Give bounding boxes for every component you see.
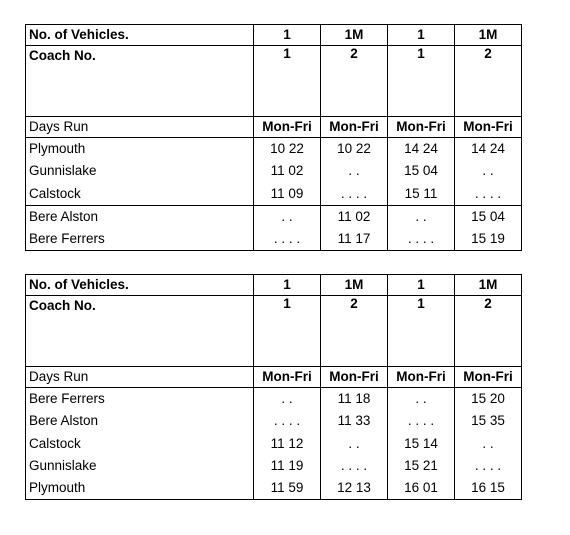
time-cell: . . . . — [474, 457, 502, 473]
time-column — [388, 138, 455, 206]
time-column — [455, 138, 522, 206]
time-column — [254, 138, 321, 206]
time-cell: 15 14 — [404, 435, 438, 451]
time-cell: 16 01 — [404, 480, 438, 496]
time-cell: 11 02 — [337, 208, 371, 224]
vehicles-cell: 1M — [321, 25, 388, 46]
time-cell: . . — [415, 391, 427, 406]
time-cell: 14 24 — [404, 141, 438, 156]
time-cell: 10 22 — [270, 141, 304, 156]
stop-group-row — [26, 388, 522, 500]
days-cell: Mon-Fri — [321, 117, 388, 138]
time-cell: . . — [281, 391, 293, 406]
time-column — [455, 388, 522, 500]
time-column — [388, 205, 455, 251]
stop-names — [26, 388, 254, 500]
time-column — [455, 205, 522, 251]
time-cell: 11 09 — [270, 185, 304, 201]
stop-names — [26, 138, 254, 206]
time-cell: 11 33 — [337, 413, 371, 429]
stop-name: Bere Alston — [29, 208, 99, 224]
coach-cell: 1 — [254, 46, 321, 117]
coach-cell: 2 — [321, 296, 388, 367]
coach-cell: 2 — [455, 296, 522, 367]
vehicles-cell: 1M — [455, 275, 522, 296]
stop-group-row — [26, 205, 522, 251]
time-column — [388, 388, 455, 500]
stop-name: Calstock — [29, 185, 81, 201]
stop-name: Plymouth — [29, 141, 86, 156]
time-cell: 14 24 — [471, 141, 505, 156]
time-column — [254, 205, 321, 251]
stop-names — [26, 205, 254, 251]
stop-group-row — [26, 138, 522, 206]
time-cell: . . . . — [273, 231, 301, 247]
time-cell: 10 22 — [337, 141, 371, 156]
time-column — [321, 138, 388, 206]
time-column — [321, 205, 388, 251]
time-cell: 12 13 — [337, 480, 371, 496]
stop-name: Bere Alston — [29, 413, 99, 429]
time-cell: 15 04 — [471, 208, 505, 224]
timetable-outbound — [25, 24, 522, 251]
time-cell: 11 18 — [337, 391, 371, 406]
time-cell: . . — [281, 208, 293, 224]
coach-row — [26, 46, 522, 117]
time-cell: . . — [482, 435, 494, 451]
days-cell: Mon-Fri — [321, 367, 388, 388]
time-cell: 16 15 — [471, 480, 505, 496]
days-row — [26, 367, 522, 388]
days-cell: Mon-Fri — [388, 367, 455, 388]
time-cell: . . — [348, 435, 360, 451]
time-column — [254, 388, 321, 500]
time-cell: . . . . — [340, 185, 368, 201]
stop-name: Calstock — [29, 435, 81, 451]
time-cell: . . . . — [273, 413, 301, 429]
time-cell: . . — [482, 163, 494, 179]
time-cell: 11 02 — [270, 163, 304, 179]
days-row — [26, 117, 522, 138]
vehicles-cell: 1 — [254, 25, 321, 46]
vehicles-cell: 1M — [455, 25, 522, 46]
vehicles-cell: 1 — [388, 275, 455, 296]
stop-name: Bere Ferrers — [29, 231, 105, 247]
vehicles-cell: 1 — [388, 25, 455, 46]
coach-label: Coach No. — [26, 296, 254, 367]
coach-cell: 1 — [388, 296, 455, 367]
coach-cell: 2 — [455, 46, 522, 117]
time-cell: 11 19 — [270, 457, 304, 473]
coach-row — [26, 296, 522, 367]
vehicles-row — [26, 25, 522, 46]
time-cell: 15 21 — [404, 457, 438, 473]
time-cell: 11 59 — [270, 480, 304, 496]
time-column — [321, 388, 388, 500]
time-cell: 11 12 — [270, 435, 304, 451]
time-cell: . . . . — [407, 231, 435, 247]
time-cell: 15 04 — [404, 163, 438, 179]
stop-name: Gunnislake — [29, 457, 97, 473]
vehicles-cell: 1 — [254, 275, 321, 296]
days-cell: Mon-Fri — [455, 367, 522, 388]
coach-cell: 2 — [321, 46, 388, 117]
time-cell: 15 35 — [471, 413, 505, 429]
time-cell: 15 11 — [404, 185, 438, 201]
days-cell: Mon-Fri — [388, 117, 455, 138]
time-cell: 15 19 — [471, 231, 505, 247]
time-cell: . . . . — [340, 457, 368, 473]
days-label: Days Run — [26, 367, 254, 388]
time-cell: 11 17 — [337, 231, 371, 247]
days-cell: Mon-Fri — [455, 117, 522, 138]
time-cell: . . . . — [407, 413, 435, 429]
days-cell: Mon-Fri — [254, 367, 321, 388]
time-cell: . . . . — [474, 185, 502, 201]
coach-label: Coach No. — [26, 46, 254, 117]
days-cell: Mon-Fri — [254, 117, 321, 138]
time-cell: . . — [415, 208, 427, 224]
stop-name: Bere Ferrers — [29, 391, 105, 406]
days-label: Days Run — [26, 117, 254, 138]
coach-cell: 1 — [254, 296, 321, 367]
vehicles-row — [26, 275, 522, 296]
time-cell: 15 20 — [471, 391, 505, 406]
coach-cell: 1 — [388, 46, 455, 117]
stop-name: Gunnislake — [29, 163, 97, 179]
stop-name: Plymouth — [29, 480, 86, 496]
vehicles-label: No. of Vehicles. — [26, 25, 254, 46]
time-cell: . . — [348, 163, 360, 179]
vehicles-cell: 1M — [321, 275, 388, 296]
timetable-return — [25, 274, 522, 500]
vehicles-label: No. of Vehicles. — [26, 275, 254, 296]
